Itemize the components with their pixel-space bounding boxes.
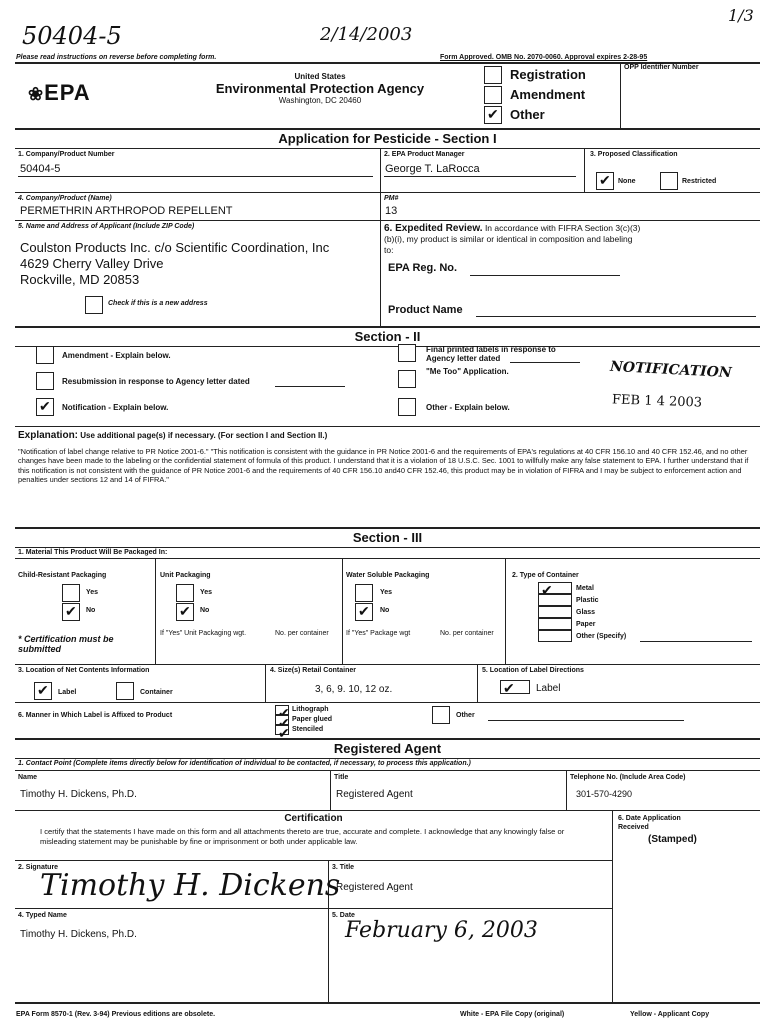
other-container-checkbox[interactable]	[538, 630, 572, 642]
notification-stamp-date: FEB 1 4 2003	[611, 392, 703, 411]
plastic-checkbox[interactable]	[538, 594, 572, 606]
other-checkbox[interactable]	[484, 106, 502, 124]
certification-must-note: * Certification must be submitted	[18, 634, 114, 654]
plastic-label: Plastic	[576, 597, 599, 604]
paper-glued-checkbox[interactable]	[275, 715, 289, 725]
handwritten-page: 1/3	[728, 6, 754, 25]
typed-name-label: 4. Typed Name	[18, 912, 67, 919]
me-too-checkbox[interactable]	[398, 370, 416, 388]
typed-name[interactable]: Timothy H. Dickens, Ph.D.	[20, 929, 137, 940]
expedited-text2: (b)(i), my product is similar or identical in composition and labeling	[384, 234, 633, 244]
registration-label: Registration	[510, 67, 586, 82]
amendment-explain-checkbox[interactable]	[36, 346, 54, 364]
epa-flower-icon: ❀	[28, 84, 45, 104]
agency-header	[160, 72, 480, 105]
water-soluble-yes-label: Yes	[380, 589, 393, 596]
certification-title: Certification	[284, 813, 343, 824]
signature[interactable]: Timothy H. Dickens	[40, 868, 341, 903]
paper-glued-label: Paper glued	[292, 716, 333, 723]
section-1-title: Application for Pesticide - Section I	[15, 128, 760, 149]
net-contents-label-text: Label	[58, 689, 77, 696]
product-name-label: 4. Company/Product (Name)	[18, 195, 112, 202]
child-resistant-yes-checkbox[interactable]	[62, 584, 80, 602]
package-wgt-label: If "Yes" Package wgt	[346, 630, 411, 637]
epa-logo: ❀EPA	[28, 80, 91, 105]
instructions-note: Please read instructions on reverse before completing form.	[16, 54, 217, 61]
date-received-label: 6. Date Application Received	[618, 815, 681, 831]
agency-address: Washington, DC 20460	[278, 96, 362, 105]
label-affixed-label: 6. Manner in Which Label is Affixed to Product	[18, 712, 173, 719]
contact-title-label: Title	[334, 774, 349, 781]
other-affix-field[interactable]	[488, 720, 684, 721]
water-soluble-yes-checkbox[interactable]	[355, 584, 373, 602]
other-affix-label: Other	[456, 712, 475, 719]
unit-packaging-yes-label: Yes	[200, 589, 213, 596]
expedited-text1: In accordance with FIFRA Section 3(c)(3)	[484, 223, 641, 233]
paper-checkbox[interactable]	[538, 618, 572, 630]
opp-identifier-label: OPP Identifier Number	[624, 64, 699, 71]
stenciled-label: Stenciled	[292, 726, 324, 733]
telephone[interactable]: 301-570-4290	[576, 789, 633, 799]
final-labels-line2: Agency letter dated	[426, 354, 501, 363]
child-resistant-yes-label: Yes	[86, 589, 99, 596]
notification-stamp: NOTIFICATION	[609, 358, 732, 382]
stenciled-checkbox[interactable]	[275, 725, 289, 735]
classification-none-label: None	[618, 178, 636, 185]
unit-packaging-wgt-label: If "Yes" Unit Packaging wgt.	[160, 630, 247, 637]
lithograph-checkbox[interactable]	[275, 705, 289, 715]
directions-label-checkbox[interactable]	[500, 680, 530, 694]
directions-label-text: Label	[536, 683, 561, 694]
handwritten-product-number: 50404-5	[22, 22, 122, 50]
address-line2: 4629 Cherry Valley Drive	[20, 256, 164, 271]
amendment-checkbox[interactable]	[484, 86, 502, 104]
certification-text: I certify that the statements I have made on this form and all attachments thereto are true, accurate and complete. I acknowledge that any knowingly false or misleading statement may be punishable by fine or imprisonment or both under applicable law.	[40, 827, 565, 846]
product-manager-label: 2. EPA Product Manager	[384, 151, 465, 158]
new-address-checkbox[interactable]	[85, 296, 103, 314]
metal-label: Metal	[576, 585, 594, 592]
paper-label: Paper	[576, 621, 596, 628]
unit-packaging-no-label: No	[200, 607, 210, 614]
other-specify-field[interactable]	[640, 641, 752, 642]
amendment-explain-label: Amendment - Explain below.	[62, 351, 171, 360]
other-specify-label: Other (Specify)	[576, 633, 627, 640]
explanation-header	[18, 430, 327, 441]
section-3-title: Section - III	[15, 527, 760, 548]
packaging-label: 1. Material This Product Will Be Packaged In:	[18, 549, 168, 556]
classification-none-checkbox[interactable]	[596, 172, 614, 190]
contact-name-label: Name	[18, 774, 38, 781]
water-no-per-container-label: No. per container	[440, 630, 494, 637]
water-soluble-no-checkbox[interactable]	[355, 603, 373, 621]
telephone-label: Telephone No. (Include Area Code)	[570, 774, 686, 781]
classification-restricted-label: Restricted	[682, 178, 717, 185]
agency-letter-date-field[interactable]	[510, 362, 580, 363]
net-contents-location-label: 3. Location of Net Contents Information	[18, 667, 150, 674]
address-line3: Rockville, MD 20853	[20, 272, 140, 287]
contact-name[interactable]: Timothy H. Dickens, Ph.D.	[20, 789, 137, 800]
expedited-text3: to:	[384, 245, 394, 255]
other-explain-checkbox[interactable]	[398, 398, 416, 416]
final-labels-checkbox[interactable]	[398, 344, 416, 362]
section-4-title: Registered Agent	[15, 738, 760, 759]
resubmission-checkbox[interactable]	[36, 372, 54, 390]
new-address-label: Check if this is a new address	[108, 300, 208, 307]
stamped-note: (Stamped)	[648, 834, 697, 845]
handwritten-date: 2/14/2003	[320, 24, 413, 45]
contact-title[interactable]: Registered Agent	[336, 789, 413, 800]
white-copy-note: White - EPA File Copy (original)	[460, 1011, 565, 1018]
explanation-hint: Use additional page(s) if necessary. (For section I and Section II.)	[80, 431, 328, 440]
metal-checkbox[interactable]	[538, 582, 572, 594]
registration-checkbox[interactable]	[484, 66, 502, 84]
explanation-text[interactable]: "Notification of label change relative to PR Notice 2001-6." "This notification is consistent with the guidance in PR Notice 2001-6 and the requirements of EPA's regulations at 40 CFR 156.10 and 40 CFR 152.46, and no other changes have been made to the labeling or the confidential statement of formula of this product. I understand that it is a violation of 18 U.S.C. Sec. 1001 to willfully make any false statement to EPA. I further understand that if this notification is not consistent with the guidance of PR Notice 2001-6 and the requirements of 40 CFR 156.10 and40 CFR 152.46, this product may be in violation of FIFRA and I may be subject to enforcement action and penalties under sections 12 and 14 of FIFRA."	[18, 447, 749, 485]
water-soluble-no-label: No	[380, 607, 390, 614]
resubmission-date-field[interactable]	[275, 386, 345, 387]
glass-checkbox[interactable]	[538, 606, 572, 618]
expedited-title: 6. Expedited Review.	[384, 223, 483, 234]
company-product-number[interactable]: 50404-5	[20, 163, 61, 175]
classification-restricted-checkbox[interactable]	[660, 172, 678, 190]
agency-line1: United States	[294, 72, 346, 81]
container-type-label: 2. Type of Container	[512, 572, 579, 579]
glass-label: Glass	[576, 609, 596, 616]
epa-reg-field[interactable]	[470, 275, 620, 276]
similar-product-name-field[interactable]	[476, 316, 756, 317]
child-resistant-no-checkbox[interactable]	[62, 603, 80, 621]
other-explain-label: Other - Explain below.	[426, 403, 510, 412]
unit-packaging-no-checkbox[interactable]	[176, 603, 194, 621]
expedited-review	[384, 223, 756, 256]
other-label: Other	[510, 107, 545, 122]
signer-title[interactable]: Registered Agent	[336, 882, 413, 893]
omb-approval: Form Approved. OMB No. 2070-0060. Approval expires 2-28-95	[440, 54, 648, 61]
applicant-address-label: 5. Name and Address of Applicant (Include ZIP Code)	[18, 223, 195, 230]
signature-date[interactable]: February 6, 2003	[345, 918, 538, 943]
net-contents-container-text: Container	[140, 689, 173, 696]
pm-number-label: PM#	[384, 195, 399, 202]
explanation-label: Explanation:	[18, 430, 79, 441]
child-resistant-no-label: No	[86, 607, 96, 614]
notification-checkbox[interactable]	[36, 398, 54, 416]
container-sizes[interactable]: 3, 6, 9. 10, 12 oz.	[315, 684, 393, 695]
unit-packaging-yes-checkbox[interactable]	[176, 584, 194, 602]
water-soluble-label: Water Soluble Packaging	[346, 572, 430, 579]
similar-product-name-label: Product Name	[388, 304, 463, 316]
company-product-number-label: 1. Company/Product Number	[18, 151, 115, 158]
section-2-title: Section - II	[15, 326, 760, 347]
other-affix-checkbox[interactable]	[432, 706, 450, 724]
notification-label: Notification - Explain below.	[62, 403, 169, 412]
unit-packaging-label: Unit Packaging	[160, 572, 211, 579]
pm-number[interactable]: 13	[385, 205, 398, 217]
resubmission-label: Resubmission in response to Agency letter dated	[62, 377, 250, 386]
amendment-label: Amendment	[510, 87, 586, 102]
unit-no-per-container-label: No. per container	[275, 630, 329, 637]
net-contents-label-checkbox[interactable]	[34, 682, 52, 700]
container-sizes-label: 4. Size(s) Retail Container	[270, 667, 356, 674]
final-labels-label	[426, 345, 556, 363]
product-manager[interactable]: George T. LaRocca	[385, 163, 480, 175]
applicant-address[interactable]	[20, 240, 329, 288]
classification-label: 3. Proposed Classification	[590, 151, 678, 158]
signer-title-label: 3. Title	[332, 864, 355, 871]
child-resistant-label: Child-Resistant Packaging	[18, 572, 107, 579]
product-name[interactable]: PERMETHRIN ARTHROPOD REPELLENT	[20, 205, 233, 217]
form-number: EPA Form 8570-1 (Rev. 3-94) Previous editions are obsolete.	[16, 1011, 216, 1018]
yellow-copy-note: Yellow - Applicant Copy	[630, 1011, 710, 1018]
address-line1: Coulston Products Inc. c/o Scientific Coordination, Inc	[20, 240, 330, 255]
contact-point-label: 1. Contact Point (Complete items directly below for identification of individual to be contacted, if necessary, to process this application.)	[18, 760, 471, 767]
me-too-label: "Me Too" Application.	[426, 367, 509, 376]
lithograph-label: Lithograph	[292, 706, 329, 713]
label-directions-location-label: 5. Location of Label Directions	[482, 667, 584, 674]
signature-label: 2. Signature	[18, 864, 59, 871]
signature-date-label: 5. Date	[332, 912, 355, 919]
agency-name: Environmental Protection Agency	[215, 81, 425, 96]
epa-reg-label: EPA Reg. No.	[388, 262, 458, 274]
final-labels-line1: Final printed labels in response to	[426, 345, 556, 354]
net-contents-container-checkbox[interactable]	[116, 682, 134, 700]
